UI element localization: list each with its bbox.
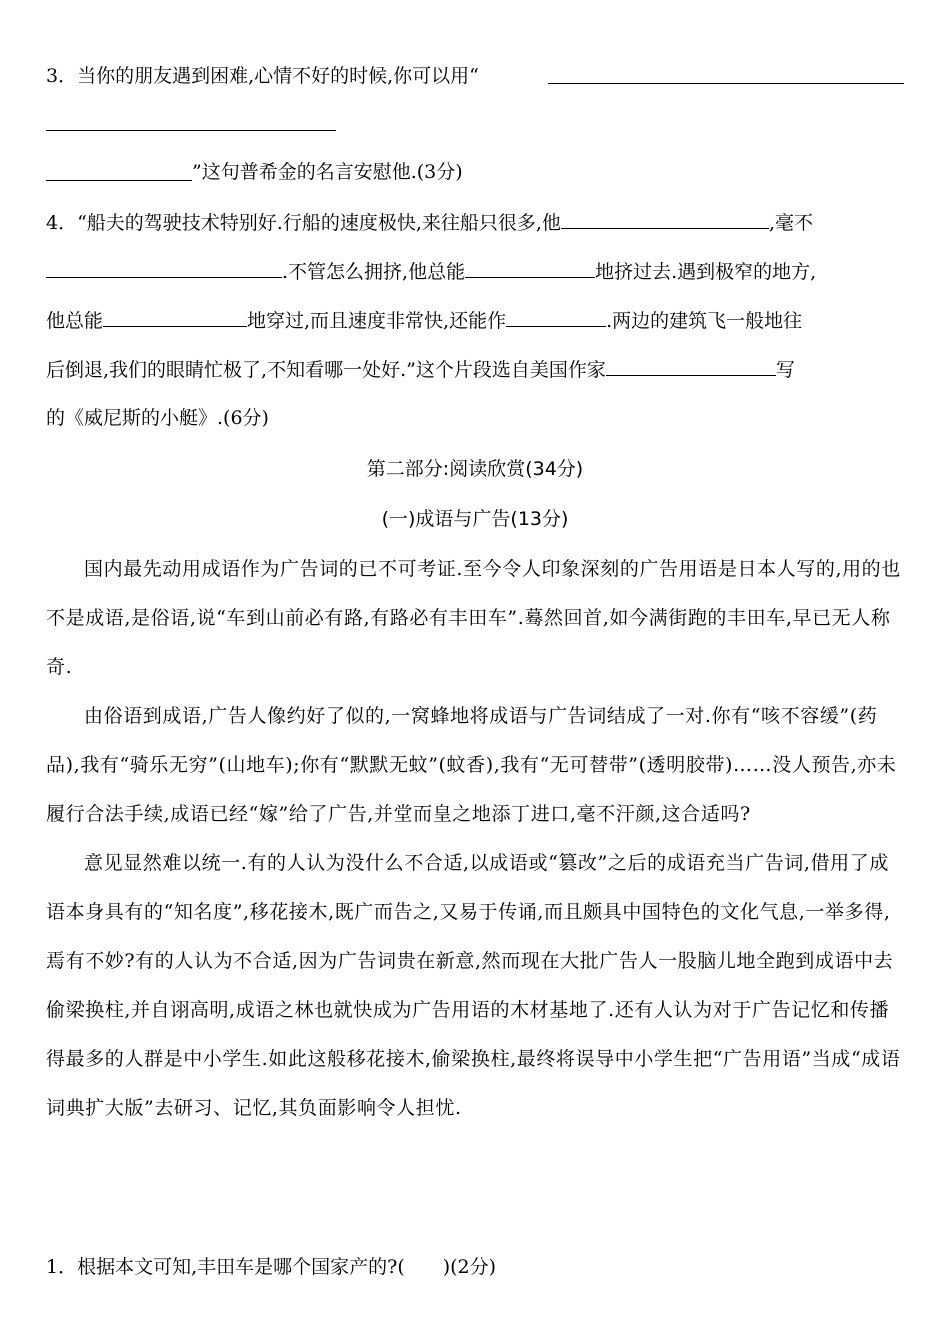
section-title: 第二部分:阅读欣赏(34分) xyxy=(366,458,584,480)
reading-passage xyxy=(46,545,904,1133)
question-4-blank-4[interactable] xyxy=(103,306,247,327)
question-1-line xyxy=(46,1253,904,1281)
passage-paragraph-3: 意见显然难以统一.有的人认为没什么不合适,以成语或“篡改”之后的成语充当广告词,借用了成语本身具有的“知名度”,移花接木,既广而告之,又易于传诵,而且颇具中国特色的文化气息,一举多得,焉有不妙?有的人认为不合适,因为广告词贵在新意,然而现在大批广告人一股脑儿地全跑到成语中去偷梁换柱,并自诩高明,成语之林也就快成为广告用语的木材基地了.还有人认为对于广告记忆和传播得最多的人群是中小学生.如此这般移花接木,偷梁换柱,最终将误导中小学生把“广告用语”当成“成语词典扩大版”去研习、记忆,其负面影响令人担忧. xyxy=(46,852,901,1119)
question-3-answer-blank-1[interactable] xyxy=(548,83,904,84)
question-4-text-3c: .两边的建筑飞一般地往 xyxy=(606,310,803,332)
question-4-blank-3[interactable] xyxy=(465,257,595,278)
question-4-text-3b: 地穿过,而且速度非常快,还能作 xyxy=(247,310,507,332)
question-3-line-1 xyxy=(46,62,904,90)
section-subtitle: (一)成语与广告(13分) xyxy=(381,508,569,530)
question-4-text-1b: ,毫不 xyxy=(768,212,813,234)
question-4-blank-6[interactable] xyxy=(606,355,776,376)
passage-paragraph-1: 国内最先动用成语作为广告词的已不可考证.至今令人印象深刻的广告用语是日本人写的,用的也不是成语,是俗语,说“车到山前必有路,有路必有丰田车”.蓦然回首,如今满街跑的丰田车,早已无人称奇. xyxy=(46,558,901,678)
question-4-text-1a: 4．“船夫的驾驶技术特别好.行船的速度极快,来往船只很多,他 xyxy=(46,212,561,234)
question-4-line-1 xyxy=(46,208,904,237)
question-4-line-2 xyxy=(46,257,904,286)
question-4-text-3a: 他总能 xyxy=(46,310,104,332)
question-4-text-4a: 后倒退,我们的眼睛忙极了,不知看哪一处好.”这个片段选自美国作家 xyxy=(46,359,606,381)
question-1-text: 1．根据本文可知,丰田车是哪个国家产的?( )(2分) xyxy=(46,1256,497,1278)
question-4-blank-5[interactable] xyxy=(506,306,606,327)
passage-paragraph-2: 由俗语到成语,广告人像约好了似的,一窝蜂地将成语与广告词结成了一对.你有“咳不容缓”(药品),我有“骑乐无穷”(山地车);你有“默默无蚊”(蚊香),我有“无可替带”(透明胶带)……没人预告,亦未履行合法手续,成语已经“嫁”给了广告,并堂而皇之地添丁进口,毫不汗颜,这合适吗? xyxy=(46,705,897,825)
question-4-text-4b: 写 xyxy=(775,359,795,381)
question-4-line-4 xyxy=(46,355,904,384)
question-4-blank-2[interactable] xyxy=(46,257,282,278)
question-3-answer-blank-3[interactable] xyxy=(46,180,192,181)
question-4-text-5: 的《威尼斯的小艇》.(6分) xyxy=(46,407,269,429)
question-4-blank-1[interactable] xyxy=(561,208,769,229)
question-3-line-3 xyxy=(192,158,904,186)
question-3-answer-blank-2[interactable] xyxy=(46,130,336,131)
question-4-text-2b: 地挤过去.遇到极窄的地方, xyxy=(595,261,817,283)
question-3-suffix: ”这句普希金的名言安慰他.(3分) xyxy=(192,161,463,183)
question-4-line-3 xyxy=(46,306,904,335)
question-3-text: 3．当你的朋友遇到困难,心情不好的时候,你可以用“ xyxy=(46,65,479,87)
question-4-text-2a: .不管怎么拥挤,他总能 xyxy=(282,261,466,283)
question-4-line-5 xyxy=(46,404,904,432)
